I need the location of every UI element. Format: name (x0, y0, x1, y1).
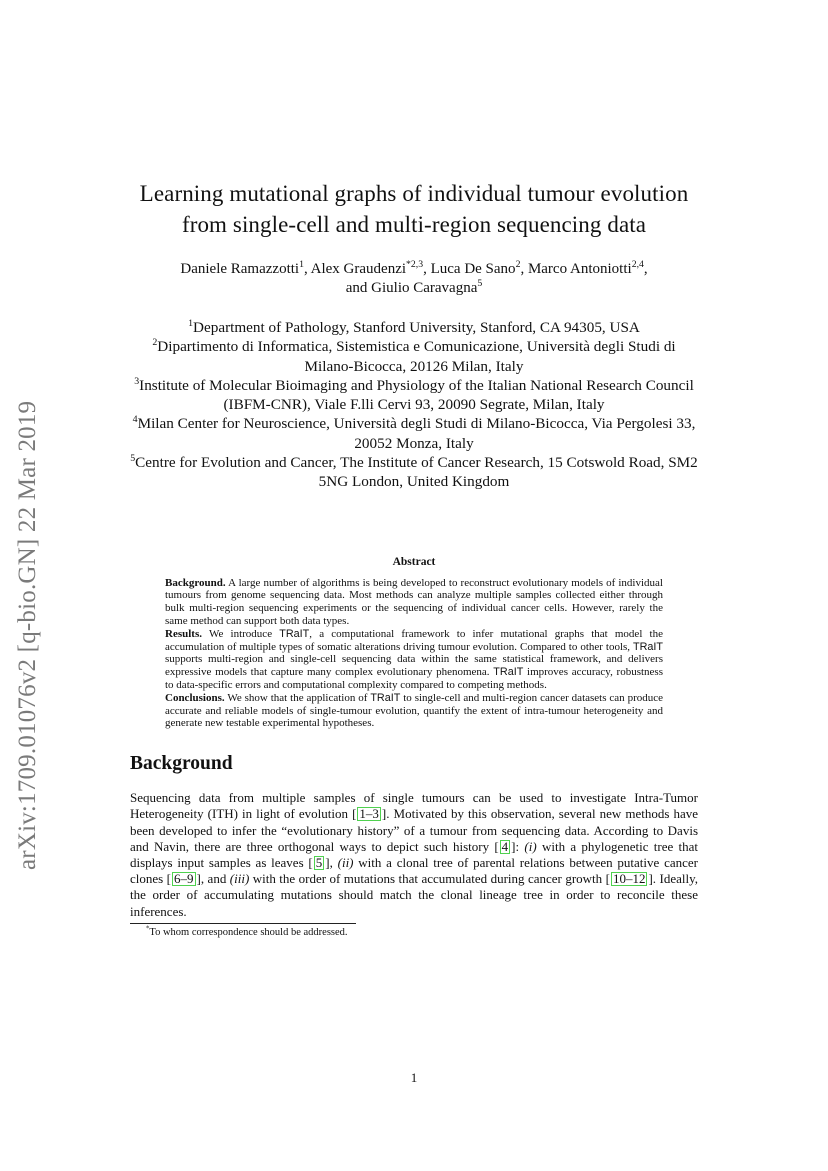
enumeration-mark: (iii) (229, 871, 250, 887)
abstract-results-lead: Results. (165, 627, 202, 640)
abstract-results-text: improves accuracy, robustness to data-specific errors and computational complexity compared to competing methods. (165, 666, 663, 692)
abstract-results (165, 628, 663, 692)
footnote-rule (130, 923, 356, 924)
citation-link[interactable]: 1–3 (359, 806, 379, 822)
abstract (130, 555, 698, 731)
section-heading: Background (130, 753, 233, 775)
body-text: with a phylogenetic tree that displays input samples as leaves (130, 838, 698, 871)
citation-link[interactable]: 10–12 (612, 871, 646, 887)
enumeration-mark: (i) (524, 838, 537, 854)
affiliation-number: 2 (152, 337, 158, 349)
affiliation (130, 453, 698, 492)
abstract-results-text: supports multi-region and single-cell sequencing data within the same statistical framework, and delivers expressive models that capture many complex evolutionary phenomena. (165, 653, 663, 679)
affiliation-number: 4 (132, 414, 138, 426)
affiliation-number: 3 (134, 375, 140, 387)
author-affiliation-mark: 2,4 (631, 259, 644, 270)
affiliation (130, 376, 698, 415)
tool-name: TRaIT (493, 666, 524, 679)
author-name: Luca De Sano (430, 261, 516, 277)
author-separator: , (520, 261, 528, 277)
body-paragraph: Sequencing data from multiple samples of single tumours can be used to investigate Intra-Tumor Heterogeneity (ITH) in light of evolution [ 1–3 ]. Motivated by this observation, several new methods have been developed to infer the “evolutionary history” of a tumour from sequencing data. According to Davis and Navin, there are three orthogonal ways to depict such history [ 4 ]: (i) with a phylogenetic tree that displays input samples as leaves [ 5 ], (ii) with a clonal tree of parental relations between putative cancer clones [ 6–9 ], and (iii) with the order of mutations that accumulated during cancer growth [ 10–12 ]. Ideally, the order of accumulating mutations should match the clonal lineage tree in order to reconcile these inferences. (130, 790, 698, 919)
abstract-background (165, 577, 663, 628)
body-text: , and (200, 871, 227, 887)
tool-name: TRaIT (370, 691, 401, 704)
body-text: , (329, 855, 333, 871)
tool-name: TRaIT (279, 627, 310, 640)
author-affiliation-mark: 1 (299, 259, 304, 270)
affiliation (130, 337, 698, 376)
body-text: . Motivated by this observation, several new methods have been developed to infer the “evolutionary history” of a tumour from sequencing data. According to Davis and Navin, there are three orthogonal ways to depict such history (130, 806, 698, 854)
abstract-heading: Abstract (392, 555, 436, 568)
author-affiliation-mark: *2,3 (406, 259, 424, 270)
author-name: Daniele Ramazzotti (180, 261, 300, 277)
title-line: from single-cell and multi-region sequencing data (181, 212, 647, 237)
paper-content (130, 178, 698, 939)
body-text: : (515, 838, 520, 854)
footnote (130, 926, 698, 939)
affiliation-number: 1 (188, 317, 194, 329)
abstract-results-text: We introduce (208, 627, 273, 640)
paper-title (130, 178, 698, 240)
affiliation-text: Institute of Molecular Bioimaging and Physiology of the Italian National Research Council (IBFM-CNR), Viale F.lli Cervi 93, 20090 Segrate, Milan, Italy (139, 376, 694, 414)
citation-link[interactable]: 6–9 (174, 871, 194, 887)
body-text: Sequencing data from multiple samples of single tumours can be used to investigate Intra-Tumor Heterogeneity (ITH) in light of evolution (130, 790, 698, 822)
author-name: Marco Antoniotti (527, 261, 632, 277)
affiliation-list (130, 318, 698, 492)
abstract-conclusions-lead: Conclusions. (165, 691, 225, 704)
arxiv-identifier-stamp: arXiv:1709.01076v2 [q-bio.GN] 22 Mar 2019 (14, 400, 41, 870)
abstract-conclusions-text: We show that the application of (227, 691, 368, 704)
abstract-results-text: , a computational framework to infer mutational graphs that model the accumulation of multiple types of somatic alterations driving tumour evolution. Compared to other tools, (165, 627, 663, 653)
affiliation-text: Dipartimento di Informatica, Sistemistica e Comunicazione, Università degli Studi di Milano-Bicocca, 20126 Milan, Italy (157, 338, 676, 375)
affiliation (130, 414, 698, 453)
abstract-background-lead: Background. (165, 576, 226, 589)
body-text: . Ideally, the order of accumulating mutations should match the clonal lineage tree in order to reconcile these inferences. (130, 871, 698, 919)
affiliation-text: Department of Pathology, Stanford University, Stanford, CA 94305, USA (193, 319, 640, 336)
author-separator: , (303, 261, 311, 277)
abstract-conclusions (165, 692, 663, 730)
tool-name: TRaIT (633, 640, 663, 653)
citation-link[interactable]: 4 (501, 838, 509, 854)
author-list (130, 260, 698, 298)
author-name: and Giulio Caravagna (345, 280, 478, 296)
body-text: with a clonal tree of parental relations between putative cancer clones (130, 855, 698, 887)
author-affiliation-mark: 2 (515, 259, 521, 270)
affiliation-text: Milan Center for Neuroscience, Università degli Studi di Milano-Bicocca, Via Pergolesi 33, 20052 Monza, Italy (137, 415, 696, 452)
author-separator: , (643, 261, 648, 277)
footnote-mark: * (146, 925, 150, 933)
affiliation-number: 5 (130, 453, 136, 465)
footnote-text: To whom correspondence should be addressed. (149, 926, 348, 938)
abstract-background-text: A large number of algorithms is being developed to reconstruct evolutionary models of individual tumours from genome sequencing data. Most methods can analyze multiple samples collected either through bulk multi-region sequencing experiments or the sequencing of individual cancer cells. However, rarely the same method can support both data types. (165, 576, 663, 628)
body-text: with the order of mutations that accumulated during cancer growth (252, 871, 603, 887)
affiliation (130, 318, 698, 337)
title-line: Learning mutational graphs of individual tumour evolution (139, 181, 689, 206)
author-separator: , (423, 261, 431, 277)
author-name: Alex Graudenzi (310, 261, 407, 277)
affiliation-text: Centre for Evolution and Cancer, The Institute of Cancer Research, 15 Cotswold Road, SM2 5NG London, United Kingdom (135, 454, 698, 491)
author-affiliation-mark: 5 (477, 278, 483, 289)
citation-link[interactable]: 5 (315, 855, 323, 871)
enumeration-mark: (ii) (337, 855, 354, 871)
abstract-conclusions-text: to single-cell and multi-region cancer datasets can produce accurate and reliable models of single-tumour evolution, quantify the extent of intra-tumour heterogeneity and generate new testable experimental hypotheses. (165, 691, 664, 730)
page-number: 1 (410, 1070, 418, 1085)
